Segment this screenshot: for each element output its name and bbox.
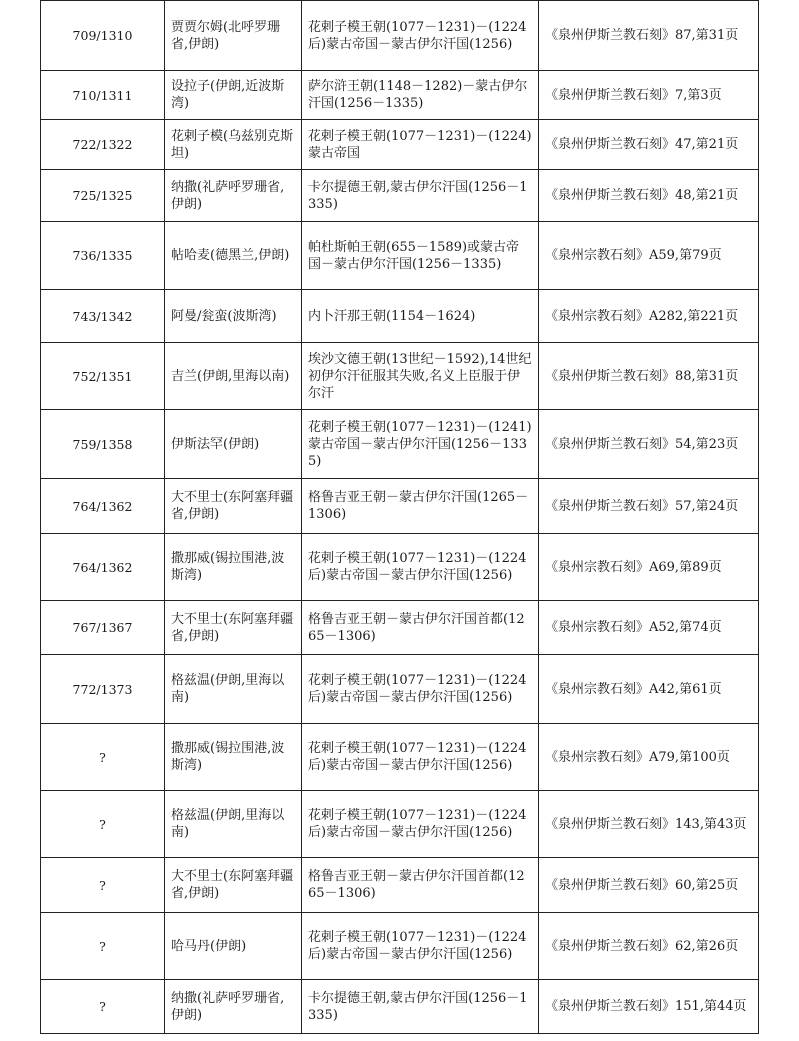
date-cell: 725/1325 — [41, 170, 165, 222]
table-row — [41, 791, 759, 858]
record-table-wrapper — [40, 0, 755, 1034]
dynasty-cell: 格鲁吉亚王朝－蒙古伊尔汗国(1265－1306) — [302, 479, 539, 534]
date-cell: 772/1373 — [41, 655, 165, 724]
table-row — [41, 858, 759, 913]
dynasty-cell: 帕杜斯帕王朝(655－1589)或蒙古帝国－蒙古伊尔汗国(1256－1335) — [302, 222, 539, 290]
place-cell: 哈马丹(伊朗) — [165, 913, 302, 980]
source-cell: 《泉州伊斯兰教石刻》87,第31页 — [539, 1, 759, 71]
place-cell: 纳撒(礼萨呼罗珊省,伊朗) — [165, 980, 302, 1034]
dynasty-cell: 花剌子模王朝(1077－1231)－(1224后)蒙古帝国－蒙古伊尔汗国(1256) — [302, 791, 539, 858]
source-cell: 《泉州伊斯兰教石刻》151,第44页 — [539, 980, 759, 1034]
date-cell: ? — [41, 791, 165, 858]
source-cell: 《泉州宗教石刻》A52,第74页 — [539, 601, 759, 655]
table-row — [41, 120, 759, 170]
source-cell: 《泉州伊斯兰教石刻》7,第3页 — [539, 71, 759, 120]
table-row — [41, 913, 759, 980]
source-cell: 《泉州宗教石刻》A59,第79页 — [539, 222, 759, 290]
place-cell: 纳撒(礼萨呼罗珊省,伊朗) — [165, 170, 302, 222]
dynasty-cell: 花剌子模王朝(1077－1231)－(1224后)蒙古帝国－蒙古伊尔汗国(1256) — [302, 913, 539, 980]
dynasty-cell: 花剌子模王朝(1077－1231)－(1224后)蒙古帝国－蒙古伊尔汗国(1256) — [302, 724, 539, 791]
date-cell: ? — [41, 858, 165, 913]
date-cell: 764/1362 — [41, 479, 165, 534]
dynasty-cell: 花剌子模王朝(1077－1231)－(1241)蒙古帝国－蒙古伊尔汗国(1256－1335) — [302, 410, 539, 479]
source-cell: 《泉州伊斯兰教石刻》57,第24页 — [539, 479, 759, 534]
date-cell: 736/1335 — [41, 222, 165, 290]
place-cell: 阿曼/瓮蛮(波斯湾) — [165, 290, 302, 343]
dynasty-cell: 卡尔提德王朝,蒙古伊尔汗国(1256－1335) — [302, 170, 539, 222]
dynasty-cell: 花剌子模王朝(1077－1231)－(1224)蒙古帝国 — [302, 120, 539, 170]
dynasty-cell: 格鲁吉亚王朝－蒙古伊尔汗国首都(1265－1306) — [302, 858, 539, 913]
source-cell: 《泉州伊斯兰教石刻》62,第26页 — [539, 913, 759, 980]
place-cell: 大不里士(东阿塞拜疆省,伊朗) — [165, 858, 302, 913]
place-cell: 撒那威(锡拉围港,波斯湾) — [165, 724, 302, 791]
date-cell: 709/1310 — [41, 1, 165, 71]
date-cell: 722/1322 — [41, 120, 165, 170]
table-row — [41, 980, 759, 1034]
source-cell: 《泉州伊斯兰教石刻》88,第31页 — [539, 343, 759, 410]
source-cell: 《泉州伊斯兰教石刻》54,第23页 — [539, 410, 759, 479]
dynasty-cell: 内卜汗那王朝(1154－1624) — [302, 290, 539, 343]
dynasty-cell: 花剌子模王朝(1077－1231)－(1224后)蒙古帝国－蒙古伊尔汗国(1256) — [302, 1, 539, 71]
table-row — [41, 290, 759, 343]
source-cell: 《泉州伊斯兰教石刻》48,第21页 — [539, 170, 759, 222]
date-cell: 767/1367 — [41, 601, 165, 655]
source-cell: 《泉州伊斯兰教石刻》60,第25页 — [539, 858, 759, 913]
date-cell: 752/1351 — [41, 343, 165, 410]
date-cell: 743/1342 — [41, 290, 165, 343]
place-cell: 撒那威(锡拉围港,波斯湾) — [165, 534, 302, 601]
place-cell: 大不里士(东阿塞拜疆省,伊朗) — [165, 601, 302, 655]
place-cell: 大不里士(东阿塞拜疆省,伊朗) — [165, 479, 302, 534]
source-cell: 《泉州宗教石刻》A42,第61页 — [539, 655, 759, 724]
place-cell: 花剌子模(乌兹别克斯坦) — [165, 120, 302, 170]
source-cell: 《泉州宗教石刻》A282,第221页 — [539, 290, 759, 343]
date-cell: ? — [41, 913, 165, 980]
place-cell: 格兹温(伊朗,里海以南) — [165, 791, 302, 858]
table-row — [41, 222, 759, 290]
table-row — [41, 170, 759, 222]
dynasty-cell: 萨尔浒王朝(1148－1282)－蒙古伊尔汗国(1256－1335) — [302, 71, 539, 120]
dynasty-cell: 埃沙文德王朝(13世纪－1592),14世纪初伊尔汗征服其失败,名义上臣服于伊尔汗 — [302, 343, 539, 410]
table-row — [41, 601, 759, 655]
dynasty-cell: 花剌子模王朝(1077－1231)－(1224后)蒙古帝国－蒙古伊尔汗国(1256) — [302, 655, 539, 724]
table-row — [41, 534, 759, 601]
date-cell: 759/1358 — [41, 410, 165, 479]
table-row — [41, 479, 759, 534]
dynasty-cell: 花剌子模王朝(1077－1231)－(1224后)蒙古帝国－蒙古伊尔汗国(1256) — [302, 534, 539, 601]
place-cell: 格兹温(伊朗,里海以南) — [165, 655, 302, 724]
date-cell: ? — [41, 724, 165, 791]
table-row — [41, 655, 759, 724]
source-cell: 《泉州伊斯兰教石刻》143,第43页 — [539, 791, 759, 858]
table-row — [41, 71, 759, 120]
place-cell: 贾贾尔姆(北呼罗珊省,伊朗) — [165, 1, 302, 71]
dynasty-cell: 格鲁吉亚王朝－蒙古伊尔汗国首都(1265－1306) — [302, 601, 539, 655]
table-row — [41, 343, 759, 410]
dynasty-cell: 卡尔提德王朝,蒙古伊尔汗国(1256－1335) — [302, 980, 539, 1034]
date-cell: ? — [41, 980, 165, 1034]
place-cell: 帖哈麦(德黑兰,伊朗) — [165, 222, 302, 290]
date-cell: 710/1311 — [41, 71, 165, 120]
place-cell: 设拉子(伊朗,近波斯湾) — [165, 71, 302, 120]
date-cell: 764/1362 — [41, 534, 165, 601]
source-cell: 《泉州宗教石刻》A79,第100页 — [539, 724, 759, 791]
place-cell: 伊斯法罕(伊朗) — [165, 410, 302, 479]
source-cell: 《泉州伊斯兰教石刻》47,第21页 — [539, 120, 759, 170]
place-cell: 吉兰(伊朗,里海以南) — [165, 343, 302, 410]
table-row — [41, 410, 759, 479]
record-table — [40, 0, 759, 1034]
source-cell: 《泉州宗教石刻》A69,第89页 — [539, 534, 759, 601]
table-row — [41, 1, 759, 71]
table-row — [41, 724, 759, 791]
